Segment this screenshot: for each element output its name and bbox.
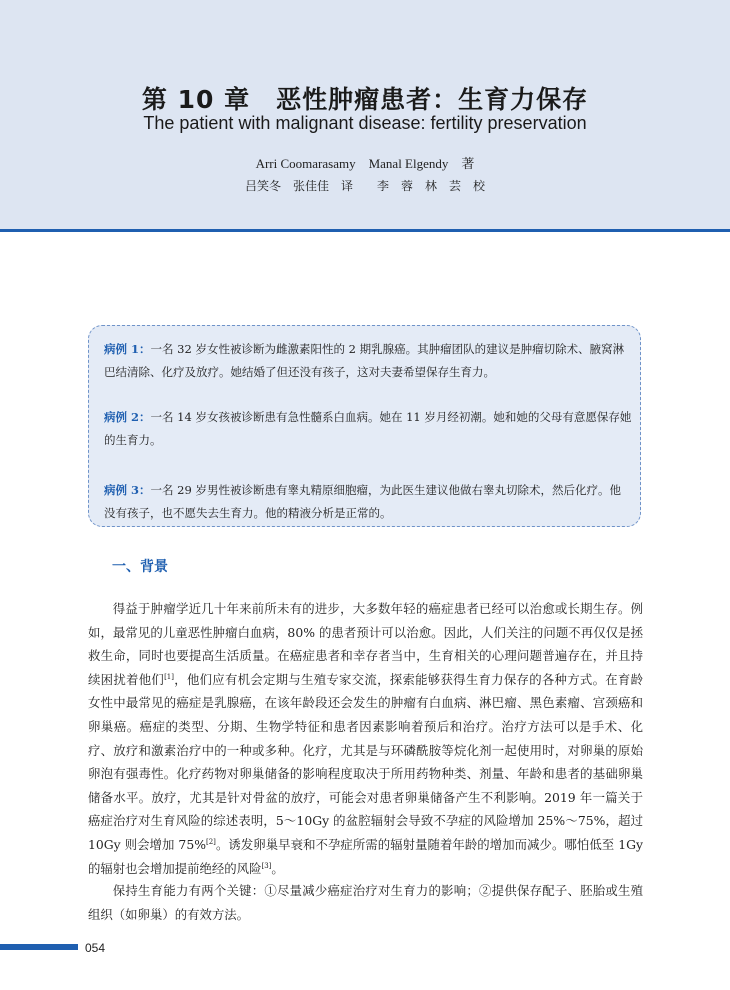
paragraph-text: 。 (271, 860, 284, 876)
chapter-title-chinese: 第 10 章 恶性肿瘤患者：生育力保存 (141, 85, 589, 114)
case-text: 一名 14 岁女孩被诊断患有急性髓系白血病。她在 11 岁月经初潮。她和她的父母有意愿保存她的生育力。 (104, 410, 632, 447)
case-label: 病例 3： (104, 483, 151, 497)
citation-ref: [2] (205, 837, 216, 846)
page-number: 054 (85, 941, 106, 955)
case-text: 一名 32 岁女性被诊断为雌激素阳性的 2 期乳腺癌。其肿瘤团队的建议是肿瘤切除术、腋窝淋巴结清除、化疗及放疗。她结婚了但还没有孩子，这对夫妻希望保存生育力。 (104, 342, 625, 379)
case-label: 病例 2： (104, 410, 151, 424)
section-heading-background: 一、背景 (112, 559, 168, 575)
body-paragraph-1 (88, 597, 643, 880)
case-label: 病例 1： (104, 342, 151, 356)
body-paragraph-2: 保持生育能力有两个关键：①尽量减少癌症治疗对生育力的影响；②提供保存配子、胚胎或生殖组织（如卵巢）的有效方法。 (88, 883, 643, 922)
citation-ref: [3] (261, 861, 272, 870)
paragraph-text: 得益于肿瘤学近几十年来前所未有的进步，大多数年轻的癌症患者已经可以治愈或长期生存。例如，最常见的儿童恶性肿瘤白血病，80% 的患者预计可以治愈。因此，人们关注的问题不再仅仅是拯救生命，同时也要提高生活质量。在癌症患者和幸存者当中，生育相关的心理问题普遍存在，并且持续困扰着他们 (88, 601, 643, 687)
chapter-authors: Arri Coomarasamy Manal Elgendy 著 (255, 156, 475, 171)
chapter-translators: 吕笑冬 张佳佳 译 李 蓉 林 芸 校 (244, 179, 485, 193)
case-example-3 (104, 479, 632, 525)
header-divider (0, 229, 730, 232)
citation-ref: [1] (164, 672, 174, 681)
case-example-2 (104, 406, 632, 452)
case-text: 一名 29 岁男性被诊断患有睾丸精原细胞瘤，为此医生建议他做右睾丸切除术，然后化疗。他没有孩子，也不愿失去生育力。他的精液分析是正常的。 (104, 483, 621, 520)
footer-accent-bar (0, 944, 78, 950)
paragraph-text: ，他们应有机会定期与生殖专家交流，探索能够获得生育力保存的各种方式。在育龄女性中最常见的癌症是乳腺癌，在该年龄段还会发生的肿瘤有白血病、淋巴瘤、黑色素瘤、宫颈癌和卵巢癌。癌症的类型、分期、生物学特征和患者因素影响着预后和治疗。治疗方法可以是手术、化疗、放疗和激素治疗中的一种或多种。化疗，尤其是与环磷酰胺等烷化剂一起使用时，对卵巢的原始卵泡有强毒性。化疗药物对卵巢储备的影响程度取决于所用药物种类、剂量、年龄和患者的基础卵巢储备水平。放疗，尤其是针对骨盆的放疗，可能会对患者卵巢储备产生不利影响。2019 年一篇关于癌症治疗对生育风险的综述表明，5～10Gy 的盆腔辐射会导致不孕症的风险增加 25%～75%，超过 10Gy 则会增加 75% (88, 671, 644, 852)
paragraph-text: 。诱发卵巢早衰和不孕症所需的辐射量随着年龄的增加而减少。哪怕低至 1Gy 的辐射也会增加提前绝经的风险 (88, 836, 643, 876)
chapter-title-english: The patient with malignant disease: fertility preservation (143, 113, 587, 133)
case-example-1 (104, 338, 632, 384)
